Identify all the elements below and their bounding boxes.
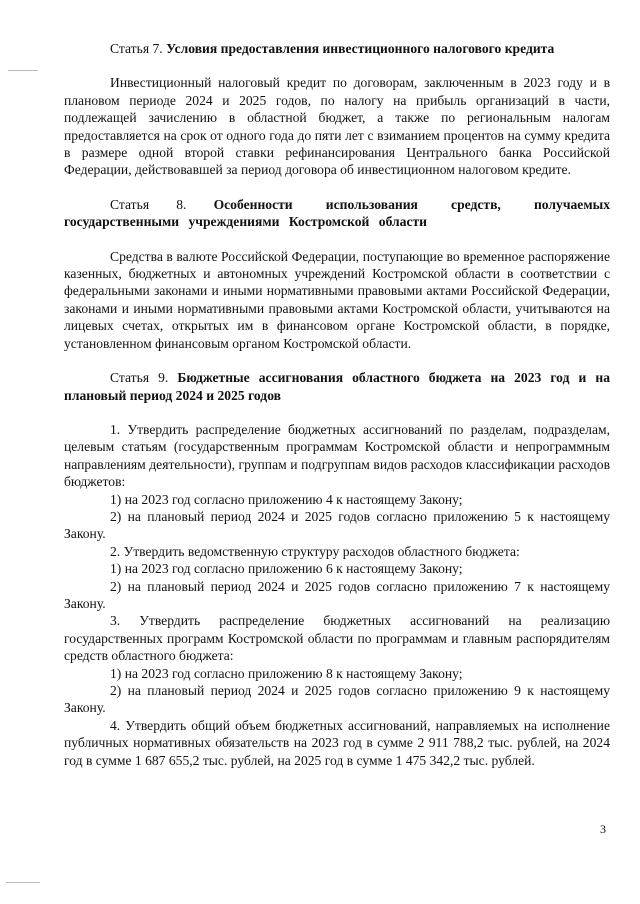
article-9-label: Статья 9.	[110, 370, 169, 386]
scan-artifact	[6, 882, 40, 883]
page-number: 3	[600, 822, 606, 836]
article-9-item: 1) на 2023 год согласно приложению 8 к настоящему Закону;	[110, 665, 463, 681]
article-7-text: Инвестиционный налоговый кредит по договорам, заключенным в 2023 году и в плановом периоде 2024 и 2025 годов, по налогу на прибыль организаций в части, подлежащей зачислению в областной бюджет, а также по региональным налогам предоставляется на срок от одного года до пяти лет с взиманием процентов на сумму кредита в размере одной второй ставки рефинансирования Центрального банка Российской Федерации, действовавшей за период договора об инвестиционном налоговом кредите.	[64, 75, 610, 178]
article-7-label: Статья 7.	[110, 41, 163, 56]
article-8-text: Средства в валюте Российской Федерации, поступающие во временное распоряжение казенных, бюджетных и автономных учреждений Костромской области в соответствии с федеральными законами и иными нормативными правовыми актами Российской Федерации, законами и иными нормативными правовыми актами Костромской области, учитываются на лицевых счетах, открытых им в финансовом органе Костромской области, в порядке, установленном финансовым органом Костромской области.	[64, 248, 610, 351]
article-9-item: 3. Утвердить распределение бюджетных ассигнований на реализацию государственных программ Костромской области по программам и главным распорядителям средств областного бюджета:	[64, 613, 610, 664]
article-9-item: 2. Утвердить ведомственную структуру расходов областного бюджета:	[110, 543, 520, 559]
document-body	[64, 40, 610, 769]
article-8-heading	[64, 196, 610, 231]
article-9-item: 2) на плановый период 2024 и 2025 годов согласно приложению 9 к настоящему Закону.	[64, 683, 610, 716]
article-8-label: Статья 8.	[110, 196, 187, 212]
article-8-title: Особенности использования средств, получаемых государственными учреждениями Костромской области	[64, 196, 610, 230]
article-9-title: Бюджетные ассигнования областного бюджета на 2023 год и на плановый период 2024 и 2025 годов	[64, 370, 610, 403]
article-9-item: 1) на 2023 год согласно приложению 4 к настоящему Закону;	[110, 491, 463, 507]
article-7-heading	[64, 40, 610, 57]
article-9-heading	[64, 369, 610, 404]
article-9-item: 4. Утвердить общий объем бюджетных ассигнований, направляемых на исполнение публичных нормативных обязательств на 2023 год в сумме 2 911 788,2 тыс. рублей, на 2024 год в сумме 1 687 655,2 тыс. рублей, на 2025 год в сумме 1 475 342,2 тыс. рублей.	[64, 717, 610, 768]
article-7-title: Условия предоставления инвестиционного налогового кредита	[166, 41, 555, 56]
article-9-item: 1) на 2023 год согласно приложению 6 к настоящему Закону;	[110, 561, 463, 577]
article-9-item: 2) на плановый период 2024 и 2025 годов согласно приложению 5 к настоящему Закону.	[64, 508, 610, 542]
article-9-item: 1. Утвердить распределение бюджетных ассигнований по разделам, подразделам, целевым статьям (государственным программам Костромской области и непрограммным направлениям деятельности), группам и подгруппам видов расходов классификации расходов бюджетов:	[64, 421, 610, 490]
article-9-item: 2) на плановый период 2024 и 2025 годов согласно приложению 7 к настоящему Закону.	[64, 578, 610, 611]
scan-artifact	[8, 70, 38, 71]
